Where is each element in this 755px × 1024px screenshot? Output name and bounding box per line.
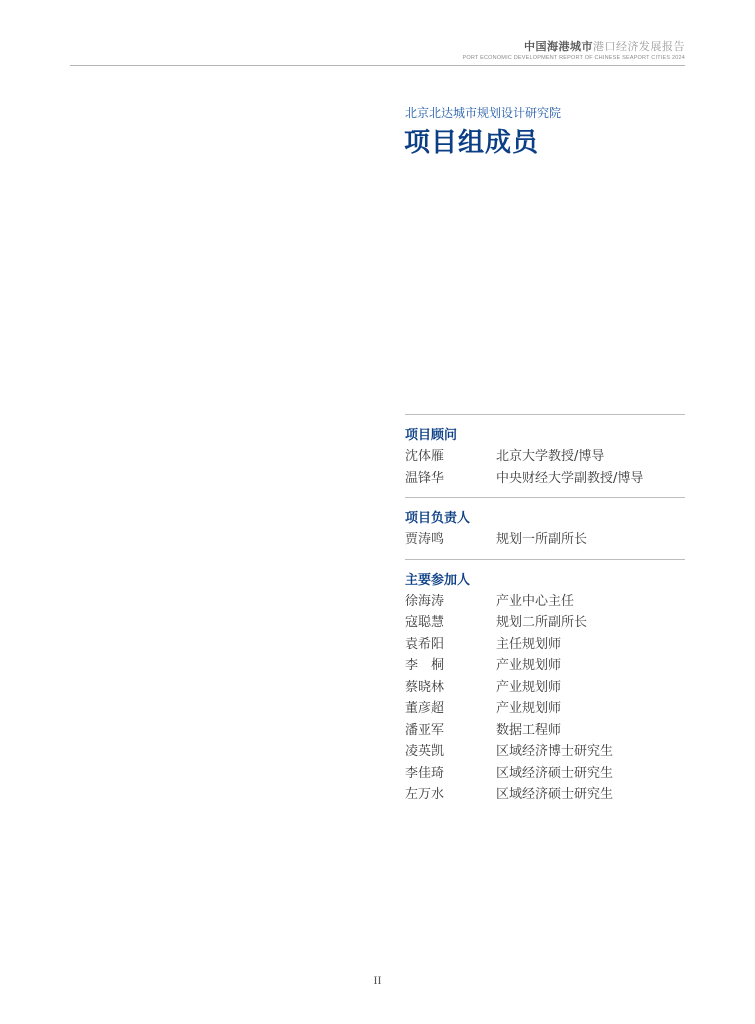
member-role: 北京大学教授/博导 <box>496 449 605 464</box>
member-name: 潘亚军 <box>405 722 445 738</box>
member-row <box>405 763 685 785</box>
member-role: 产业规划师 <box>496 701 562 716</box>
report-title <box>463 40 685 54</box>
member-row <box>405 741 685 763</box>
member-role: 区域经济博士研究生 <box>496 744 614 759</box>
report-subtitle: PORT ECONOMIC DEVELOPMENT REPORT OF CHINESE SEAPORT CITIES 2024 <box>462 55 685 61</box>
member-row <box>405 591 685 613</box>
section-heading: 主要参加人 <box>405 572 471 588</box>
member-name: 贾涛鸣 <box>405 532 445 547</box>
member-row <box>405 655 685 677</box>
member-name: 沈体雁 <box>405 449 445 464</box>
member-role: 规划一所副所长 <box>496 532 588 547</box>
institute-name: 北京北达城市规划设计研究院 <box>405 106 562 120</box>
header-divider <box>70 65 685 66</box>
member-name: 李佳琦 <box>405 765 445 781</box>
section-heading: 项目顾问 <box>405 428 458 443</box>
member-row <box>405 784 685 806</box>
member-name: 徐海涛 <box>405 593 445 609</box>
member-role: 中央财经大学副教授/博导 <box>496 470 644 486</box>
member-row <box>405 468 685 490</box>
member-role: 规划二所副所长 <box>496 615 588 630</box>
member-name: 温锋华 <box>405 470 445 486</box>
page-title: 项目组成员 <box>404 128 540 158</box>
member-name: 左万水 <box>405 787 445 802</box>
member-name: 董彦超 <box>405 701 445 716</box>
member-role: 产业中心主任 <box>496 593 575 609</box>
report-title-strong: 中国海港城市 <box>524 40 593 53</box>
running-header <box>463 40 685 61</box>
member-role: 产业规划师 <box>496 679 562 695</box>
member-role: 产业规划师 <box>496 658 562 673</box>
report-title-light: 港口经济发展报告 <box>593 40 685 53</box>
team-roster <box>405 414 685 814</box>
member-name: 寇聪慧 <box>405 615 445 630</box>
section-main-participants <box>405 559 685 814</box>
member-row <box>405 720 685 742</box>
member-role: 区域经济硕士研究生 <box>496 765 614 781</box>
section-advisors <box>405 414 685 497</box>
page-number: II <box>373 973 382 987</box>
member-name: 凌英凯 <box>405 744 445 759</box>
member-role: 数据工程师 <box>496 722 562 738</box>
member-row <box>405 677 685 699</box>
member-name: 袁希阳 <box>405 636 445 652</box>
member-row <box>405 446 685 468</box>
member-role: 主任规划师 <box>496 636 562 652</box>
member-row <box>405 698 685 720</box>
member-row <box>405 529 685 551</box>
member-row <box>405 612 685 634</box>
member-name: 李 桐 <box>405 658 445 673</box>
member-name: 蔡晓林 <box>405 679 445 695</box>
section-heading: 项目负责人 <box>405 511 471 526</box>
member-role: 区域经济硕士研究生 <box>496 787 614 802</box>
member-row <box>405 634 685 656</box>
section-project-lead <box>405 497 685 559</box>
